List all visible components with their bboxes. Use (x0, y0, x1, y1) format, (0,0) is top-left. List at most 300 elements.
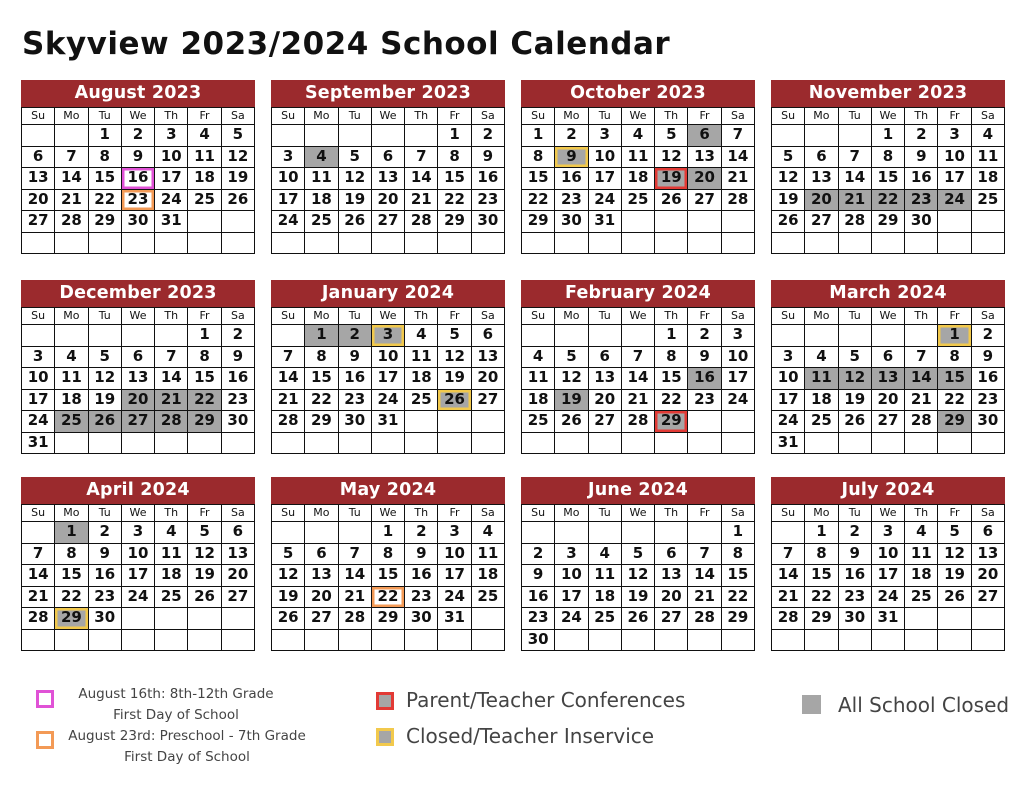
day-cell: 1 (55, 522, 88, 544)
day-cell: 18 (155, 565, 188, 587)
weekday-header: Tu (589, 308, 622, 325)
day-cell: 4 (405, 325, 438, 347)
empty-day-cell (589, 325, 622, 347)
legend-first-day-k-7-line2: First Day of School (124, 749, 250, 765)
day-cell: 16 (122, 168, 155, 190)
day-cell: 23 (688, 390, 721, 412)
day-cell: 19 (839, 390, 872, 412)
day-cell: 17 (372, 368, 405, 390)
legend-all-closed: All School Closed (838, 693, 1010, 717)
month-january-2024 (271, 280, 505, 454)
day-cell: 17 (872, 565, 905, 587)
day-cell: 28 (339, 608, 372, 630)
empty-day-cell (938, 608, 971, 630)
day-cell: 3 (372, 325, 405, 347)
weekday-header: Sa (222, 505, 255, 522)
weekday-header: Su (272, 505, 305, 522)
day-cell: 7 (339, 544, 372, 566)
day-cell: 22 (305, 390, 338, 412)
month-october-2023 (521, 80, 755, 254)
day-cell: 25 (305, 211, 338, 233)
empty-day-cell (972, 608, 1005, 630)
empty-day-cell (722, 630, 755, 652)
day-cell: 29 (655, 411, 688, 433)
weekday-header: Mo (305, 505, 338, 522)
day-cell: 22 (89, 190, 122, 212)
day-cell: 11 (622, 147, 655, 169)
day-cell: 11 (305, 168, 338, 190)
day-cell: 24 (372, 390, 405, 412)
day-cell: 12 (839, 368, 872, 390)
empty-day-cell (89, 433, 122, 455)
day-cell: 8 (372, 544, 405, 566)
weekday-header: We (122, 308, 155, 325)
weekday-header: Tu (589, 108, 622, 125)
day-cell: 6 (222, 522, 255, 544)
legend-first-day-8-12-line1: August 16th: 8th-12th Grade (78, 686, 274, 702)
day-cell: 12 (938, 544, 971, 566)
day-cell: 27 (589, 411, 622, 433)
day-cell: 12 (555, 368, 588, 390)
day-cell: 24 (772, 411, 805, 433)
day-cell: 5 (339, 147, 372, 169)
empty-day-cell (188, 211, 221, 233)
day-cell: 18 (622, 168, 655, 190)
day-cell: 26 (89, 411, 122, 433)
day-cell: 19 (772, 190, 805, 212)
day-cell: 5 (622, 544, 655, 566)
day-cell: 10 (772, 368, 805, 390)
day-cell: 26 (938, 587, 971, 609)
day-cell: 25 (155, 587, 188, 609)
empty-day-cell (688, 630, 721, 652)
empty-day-cell (305, 233, 338, 255)
month-september-2023 (271, 80, 505, 254)
day-cell: 11 (905, 544, 938, 566)
day-cell: 21 (905, 390, 938, 412)
empty-day-cell (472, 608, 505, 630)
empty-day-cell (839, 325, 872, 347)
day-cell: 27 (372, 211, 405, 233)
weekday-header: Th (905, 108, 938, 125)
day-cell: 25 (972, 190, 1005, 212)
day-cell: 22 (805, 587, 838, 609)
day-cell: 3 (438, 522, 471, 544)
day-cell: 1 (438, 125, 471, 147)
day-cell: 15 (305, 368, 338, 390)
day-cell: 12 (339, 168, 372, 190)
day-cell: 17 (155, 168, 188, 190)
empty-day-cell (839, 433, 872, 455)
day-cell: 2 (339, 325, 372, 347)
empty-day-cell (339, 630, 372, 652)
day-cell: 27 (22, 211, 55, 233)
weekday-header: Th (155, 108, 188, 125)
weekday-header: Fr (438, 505, 471, 522)
empty-day-cell (222, 233, 255, 255)
legend-first-day-8-12 (66, 684, 286, 726)
day-cell: 12 (655, 147, 688, 169)
inservice-swatch (376, 728, 394, 746)
day-cell: 7 (905, 347, 938, 369)
weekday-header: Tu (89, 308, 122, 325)
day-cell: 29 (938, 411, 971, 433)
empty-day-cell (805, 233, 838, 255)
day-cell: 22 (188, 390, 221, 412)
weekday-header: Fr (188, 108, 221, 125)
empty-day-cell (555, 630, 588, 652)
day-cell: 21 (622, 390, 655, 412)
weekday-header: Mo (305, 308, 338, 325)
month-title: August 2023 (21, 80, 255, 107)
weekday-header: Sa (722, 505, 755, 522)
day-cell: 22 (872, 190, 905, 212)
month-title: April 2024 (21, 477, 255, 504)
empty-day-cell (89, 325, 122, 347)
day-cell: 1 (938, 325, 971, 347)
day-cell: 5 (438, 325, 471, 347)
month-days-grid (271, 307, 505, 454)
day-cell: 5 (938, 522, 971, 544)
day-cell: 6 (655, 544, 688, 566)
weekday-header: We (872, 505, 905, 522)
day-cell: 11 (405, 347, 438, 369)
day-cell: 13 (589, 368, 622, 390)
empty-day-cell (155, 433, 188, 455)
day-cell: 27 (655, 608, 688, 630)
empty-day-cell (372, 433, 405, 455)
day-cell: 15 (89, 168, 122, 190)
month-title: October 2023 (521, 80, 755, 107)
empty-day-cell (188, 233, 221, 255)
weekday-header: Fr (938, 308, 971, 325)
month-days-grid (771, 107, 1005, 254)
weekday-header: Sa (972, 108, 1005, 125)
empty-day-cell (222, 211, 255, 233)
day-cell: 2 (89, 522, 122, 544)
day-cell: 29 (305, 411, 338, 433)
empty-day-cell (589, 233, 622, 255)
day-cell: 19 (222, 168, 255, 190)
day-cell: 30 (555, 211, 588, 233)
day-cell: 11 (805, 368, 838, 390)
day-cell: 13 (688, 147, 721, 169)
day-cell: 4 (805, 347, 838, 369)
day-cell: 23 (89, 587, 122, 609)
day-cell: 27 (122, 411, 155, 433)
day-cell: 19 (438, 368, 471, 390)
weekday-header: Th (405, 505, 438, 522)
day-cell: 27 (472, 390, 505, 412)
day-cell: 4 (472, 522, 505, 544)
day-cell: 5 (772, 147, 805, 169)
day-cell: 6 (122, 347, 155, 369)
day-cell: 5 (555, 347, 588, 369)
empty-day-cell (405, 233, 438, 255)
day-cell: 15 (522, 168, 555, 190)
day-cell: 11 (155, 544, 188, 566)
empty-day-cell (905, 325, 938, 347)
month-june-2024 (521, 477, 755, 651)
closed-swatch (802, 695, 821, 714)
day-cell: 2 (405, 522, 438, 544)
day-cell: 28 (55, 211, 88, 233)
empty-day-cell (122, 433, 155, 455)
day-cell: 4 (522, 347, 555, 369)
day-cell: 30 (339, 411, 372, 433)
day-cell: 4 (622, 125, 655, 147)
day-cell: 15 (438, 168, 471, 190)
day-cell: 27 (872, 411, 905, 433)
day-cell: 5 (188, 522, 221, 544)
empty-day-cell (722, 211, 755, 233)
weekday-header: Su (522, 505, 555, 522)
day-cell: 15 (55, 565, 88, 587)
day-cell: 17 (122, 565, 155, 587)
legend-first-day-k-7 (56, 726, 318, 768)
day-cell: 15 (188, 368, 221, 390)
day-cell: 7 (405, 147, 438, 169)
day-cell: 2 (555, 125, 588, 147)
weekday-header: We (122, 505, 155, 522)
empty-day-cell (872, 433, 905, 455)
month-title: May 2024 (271, 477, 505, 504)
day-cell: 20 (872, 390, 905, 412)
day-cell: 24 (272, 211, 305, 233)
day-cell: 3 (122, 522, 155, 544)
empty-day-cell (305, 125, 338, 147)
weekday-header: Th (655, 308, 688, 325)
day-cell: 8 (805, 544, 838, 566)
day-cell: 31 (872, 608, 905, 630)
day-cell: 11 (55, 368, 88, 390)
day-cell: 28 (272, 411, 305, 433)
day-cell: 31 (438, 608, 471, 630)
first-day-k-7-swatch (36, 731, 54, 749)
day-cell: 20 (122, 390, 155, 412)
day-cell: 18 (589, 587, 622, 609)
day-cell: 7 (272, 347, 305, 369)
day-cell: 28 (155, 411, 188, 433)
empty-day-cell (522, 522, 555, 544)
day-cell: 8 (522, 147, 555, 169)
empty-day-cell (772, 522, 805, 544)
day-cell: 18 (305, 190, 338, 212)
day-cell: 3 (555, 544, 588, 566)
month-days-grid (271, 504, 505, 651)
day-cell: 8 (655, 347, 688, 369)
day-cell: 24 (938, 190, 971, 212)
month-title: February 2024 (521, 280, 755, 307)
empty-day-cell (472, 433, 505, 455)
day-cell: 5 (222, 125, 255, 147)
day-cell: 19 (89, 390, 122, 412)
day-cell: 8 (938, 347, 971, 369)
empty-day-cell (972, 233, 1005, 255)
day-cell: 16 (972, 368, 1005, 390)
day-cell: 9 (839, 544, 872, 566)
empty-day-cell (589, 630, 622, 652)
day-cell: 9 (972, 347, 1005, 369)
day-cell: 31 (372, 411, 405, 433)
day-cell: 2 (522, 544, 555, 566)
day-cell: 22 (55, 587, 88, 609)
day-cell: 29 (188, 411, 221, 433)
day-cell: 12 (772, 168, 805, 190)
day-cell: 14 (339, 565, 372, 587)
day-cell: 2 (472, 125, 505, 147)
day-cell: 28 (622, 411, 655, 433)
day-cell: 7 (772, 544, 805, 566)
day-cell: 14 (722, 147, 755, 169)
month-days-grid (771, 504, 1005, 651)
month-title: November 2023 (771, 80, 1005, 107)
empty-day-cell (438, 233, 471, 255)
day-cell: 21 (688, 587, 721, 609)
day-cell: 16 (522, 587, 555, 609)
empty-day-cell (372, 233, 405, 255)
day-cell: 27 (222, 587, 255, 609)
day-cell: 18 (805, 390, 838, 412)
empty-day-cell (272, 125, 305, 147)
empty-day-cell (555, 433, 588, 455)
empty-day-cell (622, 433, 655, 455)
day-cell: 23 (839, 587, 872, 609)
day-cell: 2 (222, 325, 255, 347)
day-cell: 26 (555, 411, 588, 433)
month-days-grid (521, 504, 755, 651)
day-cell: 18 (55, 390, 88, 412)
weekday-header: Mo (55, 108, 88, 125)
empty-day-cell (188, 608, 221, 630)
empty-day-cell (272, 630, 305, 652)
day-cell: 10 (938, 147, 971, 169)
day-cell: 14 (155, 368, 188, 390)
empty-day-cell (655, 630, 688, 652)
day-cell: 22 (722, 587, 755, 609)
empty-day-cell (805, 433, 838, 455)
weekday-header: Mo (805, 308, 838, 325)
weekday-header: We (372, 505, 405, 522)
day-cell: 13 (655, 565, 688, 587)
month-days-grid (271, 107, 505, 254)
empty-day-cell (372, 630, 405, 652)
day-cell: 30 (972, 411, 1005, 433)
day-cell: 28 (839, 211, 872, 233)
day-cell: 12 (438, 347, 471, 369)
day-cell: 29 (438, 211, 471, 233)
day-cell: 6 (305, 544, 338, 566)
day-cell: 24 (872, 587, 905, 609)
empty-day-cell (55, 433, 88, 455)
day-cell: 9 (688, 347, 721, 369)
day-cell: 21 (839, 190, 872, 212)
day-cell: 19 (272, 587, 305, 609)
day-cell: 19 (555, 390, 588, 412)
legend-conferences: Parent/Teacher Conferences (406, 688, 686, 712)
empty-day-cell (972, 630, 1005, 652)
day-cell: 3 (722, 325, 755, 347)
day-cell: 6 (589, 347, 622, 369)
day-cell: 30 (905, 211, 938, 233)
day-cell: 18 (472, 565, 505, 587)
day-cell: 19 (339, 190, 372, 212)
empty-day-cell (589, 522, 622, 544)
day-cell: 9 (472, 147, 505, 169)
empty-day-cell (372, 125, 405, 147)
month-days-grid (771, 307, 1005, 454)
empty-day-cell (405, 411, 438, 433)
day-cell: 9 (339, 347, 372, 369)
weekday-header: Sa (222, 108, 255, 125)
day-cell: 5 (89, 347, 122, 369)
conference-swatch (376, 692, 394, 710)
weekday-header: Th (155, 505, 188, 522)
month-days-grid (21, 504, 255, 651)
empty-day-cell (905, 433, 938, 455)
empty-day-cell (972, 433, 1005, 455)
empty-day-cell (472, 233, 505, 255)
weekday-header: Su (522, 108, 555, 125)
day-cell: 14 (22, 565, 55, 587)
day-cell: 21 (405, 190, 438, 212)
day-cell: 10 (438, 544, 471, 566)
empty-day-cell (339, 433, 372, 455)
day-cell: 5 (839, 347, 872, 369)
day-cell: 8 (722, 544, 755, 566)
day-cell: 23 (905, 190, 938, 212)
empty-day-cell (122, 608, 155, 630)
day-cell: 17 (938, 168, 971, 190)
empty-day-cell (222, 433, 255, 455)
weekday-header: Fr (188, 308, 221, 325)
day-cell: 8 (305, 347, 338, 369)
empty-day-cell (905, 608, 938, 630)
day-cell: 8 (55, 544, 88, 566)
day-cell: 24 (555, 608, 588, 630)
empty-day-cell (22, 630, 55, 652)
day-cell: 20 (472, 368, 505, 390)
day-cell: 20 (805, 190, 838, 212)
day-cell: 6 (972, 522, 1005, 544)
empty-day-cell (805, 630, 838, 652)
day-cell: 10 (555, 565, 588, 587)
weekday-header: Sa (722, 108, 755, 125)
day-cell: 3 (272, 147, 305, 169)
empty-day-cell (155, 630, 188, 652)
day-cell: 15 (655, 368, 688, 390)
day-cell: 2 (839, 522, 872, 544)
empty-day-cell (89, 233, 122, 255)
day-cell: 15 (722, 565, 755, 587)
empty-day-cell (622, 211, 655, 233)
day-cell: 17 (772, 390, 805, 412)
day-cell: 7 (722, 125, 755, 147)
empty-day-cell (688, 411, 721, 433)
day-cell: 15 (805, 565, 838, 587)
empty-day-cell (905, 233, 938, 255)
empty-day-cell (688, 522, 721, 544)
day-cell: 20 (655, 587, 688, 609)
day-cell: 25 (188, 190, 221, 212)
day-cell: 3 (589, 125, 622, 147)
empty-day-cell (905, 630, 938, 652)
empty-day-cell (188, 630, 221, 652)
day-cell: 22 (372, 587, 405, 609)
day-cell: 31 (22, 433, 55, 455)
day-cell: 25 (905, 587, 938, 609)
day-cell: 30 (472, 211, 505, 233)
